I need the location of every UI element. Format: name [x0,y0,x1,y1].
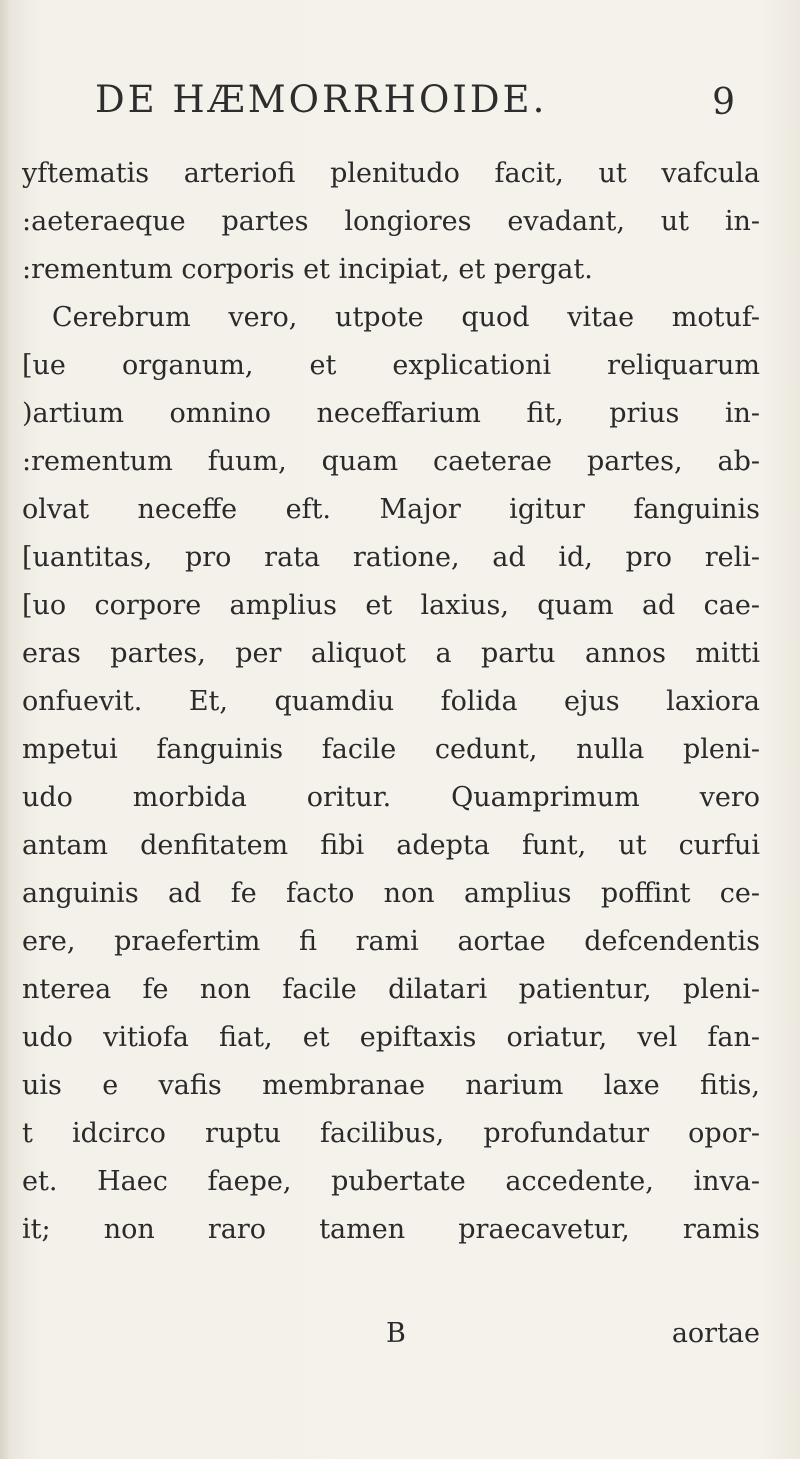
text-line: [uantitas, pro rata ratione, ad id, pro reli- [22,542,760,573]
text-line: yftematis arteriofi plenitudo facit, ut vafcula [22,158,760,189]
text-line: udo vitiofa fiat, et epiftaxis oriatur, vel fan- [22,1022,760,1053]
signature-mark: B [386,1318,406,1349]
text-line: udo morbida oritur. Quamprimum vero [22,782,760,813]
text-line: Cerebrum vero, utpote quod vitae motuf- [52,302,760,333]
text-line: mpetui fanguinis facile cedunt, nulla pleni- [22,734,760,765]
text-line: [ue organum, et explicationi reliquarum [22,350,760,381]
text-line: anguinis ad fe facto non amplius poffint ce- [22,878,760,909]
text-line: eras partes, per aliquot a partu annos mitti [22,638,760,669]
text-line: it; non raro tamen praecavetur, ramis [22,1214,760,1245]
text-line: olvat neceffe eft. Major igitur fanguinis [22,494,760,525]
text-line: )artium omnino neceffarium fit, prius in- [22,398,760,429]
page-header [95,78,735,128]
running-title: DE HÆMORRHOIDE. [95,78,548,121]
text-line: :rementum fuum, quam caeterae partes, ab- [22,446,760,477]
text-line: et. Haec faepe, pubertate accedente, inva- [22,1166,760,1197]
text-line: uis e vafis membranae narium laxe fitis, [22,1070,760,1101]
catchword: aortae [671,1318,760,1349]
page-footer [0,1310,760,1358]
text-line: :aeteraeque partes longiores evadant, ut in- [22,206,760,237]
text-line: onfuevit. Et, quamdiu folida ejus laxiora [22,686,760,717]
text-line: antam denfitatem fibi adepta funt, ut curfui [22,830,760,861]
text-line: :rementum corporis et incipiat, et pergat. [22,254,593,285]
text-line: ere, praefertim fi rami aortae defcendentis [22,926,760,957]
page-number: 9 [712,82,735,123]
text-line: t idcirco ruptu facilibus, profundatur opor- [22,1118,760,1149]
text-line: nterea fe non facile dilatari patientur, pleni- [22,974,760,1005]
text-line: [uo corpore amplius et laxius, quam ad cae- [22,590,760,621]
